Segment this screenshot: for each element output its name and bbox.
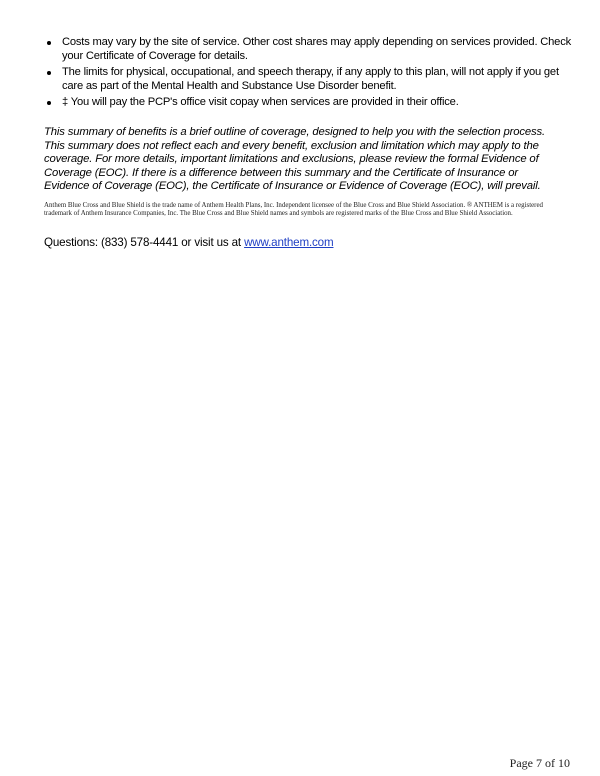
bullet-icon (47, 101, 51, 105)
notes-bullet-list (44, 36, 574, 113)
page-number: Page 7 of 10 (509, 756, 570, 770)
contact-questions-line (44, 236, 333, 250)
bullet-item (44, 36, 574, 63)
bullet-text: Costs may vary by the site of service. Other cost shares may apply depending on services provided. Check your Certificate of Coverage for details. (62, 36, 571, 62)
bullet-text: ‡ You will pay the PCP's office visit copay when services are provided in their office. (62, 96, 459, 108)
bullet-item (44, 96, 574, 110)
bullet-icon (47, 41, 51, 45)
legal-trademark-notice: Anthem Blue Cross and Blue Shield is the trade name of Anthem Health Plans, Inc. Independent licensee of the Blue Cross and Blue Shield Association. ® ANTHEM is a registered trademark of Anthem Insurance Companies, Inc. The Blue Cross and Blue Shield names and symbols are registered marks of the Blue Cross and Blue Shield Association. (44, 202, 543, 218)
bullet-icon (47, 71, 51, 75)
anthem-website-link[interactable]: www.anthem.com (244, 236, 334, 249)
coverage-summary-disclaimer: This summary of benefits is a brief outline of coverage, designed to help you with the selection process. This summary does not reflect each and every benefit, exclusion and limitation which may apply to the coverage. For more details, important limitations and exclusions, please review the formal Evidence of Coverage (EOC). If there is a difference between this summary and the Certificate of Insurance or Evidence of Coverage (EOC), the Certificate of Insurance or Evidence of Coverage (EOC), will prevail. (44, 126, 546, 193)
bullet-item (44, 66, 574, 93)
bullet-text: The limits for physical, occupational, and speech therapy, if any apply to this plan, will not apply if you get care as part of the Mental Health and Substance Use Disorder benefit. (62, 66, 559, 92)
contact-phone-text: Questions: (833) 578-4441 or visit us at (44, 236, 245, 249)
